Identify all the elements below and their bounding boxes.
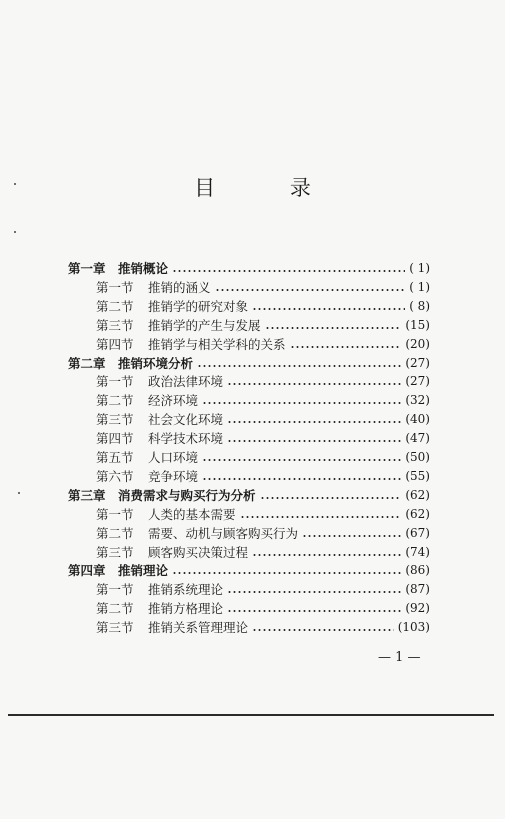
toc-entry-label bbox=[96, 580, 223, 598]
toc-entry-page: (15) bbox=[405, 317, 430, 332]
toc-entry-label bbox=[96, 278, 211, 296]
toc-entry-number: 第二章 bbox=[68, 355, 106, 371]
toc-leader-dots bbox=[260, 497, 402, 499]
toc-entry-label bbox=[96, 372, 223, 390]
toc-entry-title: 推销关系管理理论 bbox=[148, 620, 249, 636]
toc-entry-title: 推销环境分析 bbox=[118, 355, 194, 371]
scan-speck bbox=[14, 183, 16, 185]
toc-entry-number: 第三节 bbox=[96, 317, 134, 333]
toc-leader-dots bbox=[252, 554, 401, 556]
toc-entry-page: (40) bbox=[405, 412, 430, 427]
toc-leader-dots bbox=[172, 270, 405, 272]
toc-entry-number: 第一节 bbox=[96, 506, 134, 522]
toc-section-row bbox=[96, 523, 430, 543]
toc-entry-label bbox=[96, 543, 248, 561]
toc-entry-number: 第二节 bbox=[96, 525, 134, 541]
toc-entry-title: 推销概论 bbox=[118, 261, 169, 276]
toc-entry-title: 需要、动机与顾客购买行为 bbox=[148, 525, 299, 541]
toc-section-row bbox=[96, 466, 430, 486]
toc-section-row bbox=[96, 315, 430, 335]
toc-entry-label bbox=[96, 391, 198, 409]
toc-entry-page: (55) bbox=[405, 468, 430, 483]
toc-entry-label bbox=[68, 259, 168, 277]
toc-entry-label bbox=[96, 429, 223, 447]
toc-entry-number: 第二节 bbox=[96, 393, 134, 409]
toc-entry-page: ( 1) bbox=[409, 279, 430, 294]
toc-section-row bbox=[96, 428, 430, 448]
toc-leader-dots bbox=[252, 629, 394, 631]
toc-entry-number: 第二节 bbox=[96, 298, 134, 314]
toc-entry-title: 推销系统理论 bbox=[148, 582, 224, 598]
toc-chapter-row bbox=[68, 258, 430, 278]
toc-entry-number: 第一节 bbox=[96, 279, 134, 295]
toc-entry-title: 推销的涵义 bbox=[148, 279, 211, 295]
toc-entry-title: 推销学的产生与发展 bbox=[148, 317, 261, 333]
toc-entry-label bbox=[96, 505, 236, 523]
page-number: — 1 — bbox=[378, 650, 421, 665]
page-title: 目 录 bbox=[194, 176, 345, 200]
toc-entry-title: 消费需求与购买行为分析 bbox=[118, 487, 256, 503]
toc-entry-page: (74) bbox=[405, 544, 430, 559]
toc-leader-dots bbox=[252, 308, 405, 310]
toc-entry-label bbox=[68, 561, 168, 579]
toc-entry-number: 第一节 bbox=[96, 582, 134, 598]
toc-entry-number: 第三节 bbox=[96, 620, 134, 636]
toc-section-row bbox=[96, 390, 430, 410]
toc-entry-page: (32) bbox=[405, 393, 430, 408]
toc-entry-label bbox=[96, 316, 261, 334]
toc-section-row bbox=[96, 617, 430, 637]
toc-chapter-row bbox=[68, 485, 430, 505]
toc-entry-page: ( 8) bbox=[409, 298, 430, 313]
toc-section-row bbox=[96, 504, 430, 524]
toc-entry-title: 人类的基本需要 bbox=[148, 506, 236, 522]
toc-leader-dots bbox=[202, 478, 401, 480]
toc-entry-title: 推销学的研究对象 bbox=[148, 298, 249, 314]
toc-entry-page: (20) bbox=[405, 336, 430, 351]
toc-entry-title: 社会文化环境 bbox=[148, 412, 224, 428]
toc-leader-dots bbox=[227, 421, 401, 423]
toc-entry-page: (92) bbox=[405, 601, 430, 616]
toc-entry-number: 第一节 bbox=[96, 374, 134, 390]
toc-entry-page: (62) bbox=[405, 487, 430, 502]
toc-leader-dots bbox=[215, 289, 406, 291]
toc-leader-dots bbox=[265, 327, 402, 329]
toc-entry-number: 第三章 bbox=[68, 487, 106, 503]
toc-leader-dots bbox=[240, 516, 402, 518]
toc-chapter-row bbox=[68, 560, 430, 580]
toc-leader-dots bbox=[227, 440, 401, 442]
toc-entry-number: 第六节 bbox=[96, 468, 134, 484]
toc-entry-title: 政治法律环境 bbox=[148, 374, 224, 390]
toc-section-row bbox=[96, 334, 430, 354]
toc-entry-label bbox=[96, 410, 223, 428]
toc-entry-label bbox=[96, 335, 286, 353]
toc-entry-page: (67) bbox=[405, 525, 430, 540]
toc-entry-title: 竞争环境 bbox=[148, 468, 199, 484]
toc-leader-dots bbox=[227, 591, 401, 593]
toc-leader-dots bbox=[202, 459, 401, 461]
toc-section-row bbox=[96, 371, 430, 391]
toc-section-row bbox=[96, 579, 430, 599]
toc-entry-title: 顾客购买决策过程 bbox=[148, 544, 249, 560]
toc-entry-label bbox=[96, 297, 248, 315]
toc-leader-dots bbox=[202, 402, 401, 404]
toc-leader-dots bbox=[227, 610, 401, 612]
toc-entry-title: 人口环境 bbox=[148, 450, 199, 465]
toc-entry-page: (47) bbox=[405, 431, 430, 446]
toc-leader-dots bbox=[302, 535, 401, 537]
toc-section-row bbox=[96, 277, 430, 297]
toc-entry-number: 第三节 bbox=[96, 412, 134, 428]
toc-entry-number: 第一章 bbox=[68, 261, 106, 276]
toc-chapter-row bbox=[68, 353, 430, 373]
toc-entry-page: (87) bbox=[405, 582, 430, 597]
toc-section-row bbox=[96, 598, 430, 618]
toc-entry-number: 第四节 bbox=[96, 336, 134, 352]
toc-entry-page: (62) bbox=[405, 506, 430, 521]
toc-entry-page: (27) bbox=[405, 374, 430, 389]
toc-entry-label bbox=[96, 599, 223, 617]
toc-entry-page: (86) bbox=[405, 563, 430, 578]
toc-entry-title: 推销理论 bbox=[118, 563, 169, 579]
toc-entry-label bbox=[68, 354, 193, 372]
toc-entry-label bbox=[96, 618, 248, 636]
toc-leader-dots bbox=[227, 383, 401, 385]
toc-section-row bbox=[96, 447, 430, 467]
toc-entry-page: ( 1) bbox=[409, 261, 430, 275]
toc-entry-page: (50) bbox=[405, 450, 430, 464]
toc-entry-title: 经济环境 bbox=[148, 393, 199, 409]
toc-entry-label bbox=[96, 524, 298, 542]
toc-section-row bbox=[96, 542, 430, 562]
toc-entry-label bbox=[96, 467, 198, 485]
toc-entry-label bbox=[68, 486, 256, 504]
toc-leader-dots bbox=[197, 365, 401, 367]
bottom-rule bbox=[8, 714, 494, 716]
toc-entry-number: 第四节 bbox=[96, 431, 134, 447]
toc-entry-title: 科学技术环境 bbox=[148, 431, 224, 447]
toc-entry-number: 第三节 bbox=[96, 544, 134, 560]
toc-section-row bbox=[96, 409, 430, 429]
scan-speck bbox=[18, 492, 20, 494]
toc-entry-number: 第四章 bbox=[68, 563, 106, 579]
toc-section-row bbox=[96, 296, 430, 316]
toc-leader-dots bbox=[290, 346, 402, 348]
toc-entry-label bbox=[96, 448, 198, 466]
toc-entry-title: 推销学与相关学科的关系 bbox=[148, 336, 286, 352]
toc-leader-dots bbox=[172, 572, 401, 574]
toc-entry-title: 推销方格理论 bbox=[148, 601, 224, 617]
toc-entry-page: (103) bbox=[397, 620, 430, 635]
toc-entry-number: 第五节 bbox=[96, 450, 134, 465]
scan-speck bbox=[14, 231, 16, 233]
toc-entry-page: (27) bbox=[405, 355, 430, 370]
toc-entry-number: 第二节 bbox=[96, 601, 134, 617]
